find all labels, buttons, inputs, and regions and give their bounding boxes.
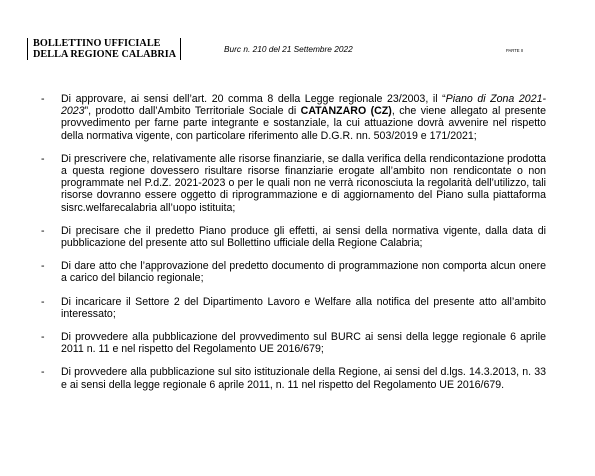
list-dash: - [41,260,45,273]
list-dash: - [41,295,45,308]
item-text: Di dare atto che l’approvazione del predetto documento di programmazione non comporta alcun onere a carico del bilancio regionale; [61,260,546,285]
list-dash: - [41,93,45,105]
item-text: Di approvare, ai sensi dell’art. 20 comma 8 della Legge regionale 23/2003, il “Piano di Zona 2021-2023”, prodotto dall’Ambito Territoriale Sociale di CATANZARO (CZ), che viene allegato al presente provvedimento per farne parte integrante e sostanziale, la cui attuazione dovrà avvenire nel rispetto della normativa vigente, con particolare riferimento alle D.G.R. nn. 503/2019 e 171/2021; [61,93,547,142]
resolution-item [41,153,546,214]
resolution-item [41,366,546,390]
resolution-item [41,296,546,320]
item-text: Di precisare che il predetto Piano produce gli effetti, ai sensi della normativa vigente, dalla data di pubblicazione del presente atto sul Bollettino ufficiale della Regione Calabria; [61,224,546,250]
resolution-item [41,260,546,284]
list-dash: - [41,366,45,379]
resolution-item [41,93,546,142]
item-text: Di provvedere alla pubblicazione del provvedimento sul BURC ai sensi della legge regionale 6 aprile 2011 n. 11 e nel rispetto del Regolamento UE 2016/679; [61,331,546,356]
issue-reference: Burc n. 210 del 21 Settembre 2022 [224,44,353,54]
part-label: PARTE II [506,48,524,53]
plan-title: Piano di Zona 2021-2023 [61,93,547,118]
list-dash: - [41,224,45,237]
masthead-line-2: DELLA REGIONE CALABRIA [33,49,177,60]
resolution-item [41,225,546,249]
district-name: CATANZARO (CZ) [300,105,392,118]
bulletin-masthead [27,38,176,60]
list-dash: - [41,152,45,165]
item-text: Di provvedere alla pubblicazione sul sito istituzionale della Regione, ai sensi del d.lgs. 14.3.2013, n. 33 e ai sensi della legge regionale 6 aprile 2011, n. 11 nel rispetto del Regolamento UE 2016/679. [61,366,546,391]
item-text: Di prescrivere che, relativamente alle risorse finanziarie, se dalla verifica della rendicontazione prodotta a questa regione dovessero risultare risorse finanziarie erogate all’ambito non rendicontate o non programmate nel P.d.Z. 2021-2023 o per le quali non ne verrà riconosciuta la regolarità dell’utilizzo, tali risorse dovranno essere oggetto di riprogrammazione e di aggiornamento del Piano sulla piattaforma sisrc.welfarecalabria all’uopo istituita; [61,152,546,214]
item-text: Di incaricare il Settore 2 del Dipartimento Lavoro e Welfare alla notifica del presente atto all’ambito interessato; [61,295,546,320]
resolution-list [41,93,546,402]
list-dash: - [41,331,45,344]
masthead-line-1: BOLLETTINO UFFICIALE [33,38,161,49]
resolution-item [41,331,546,355]
